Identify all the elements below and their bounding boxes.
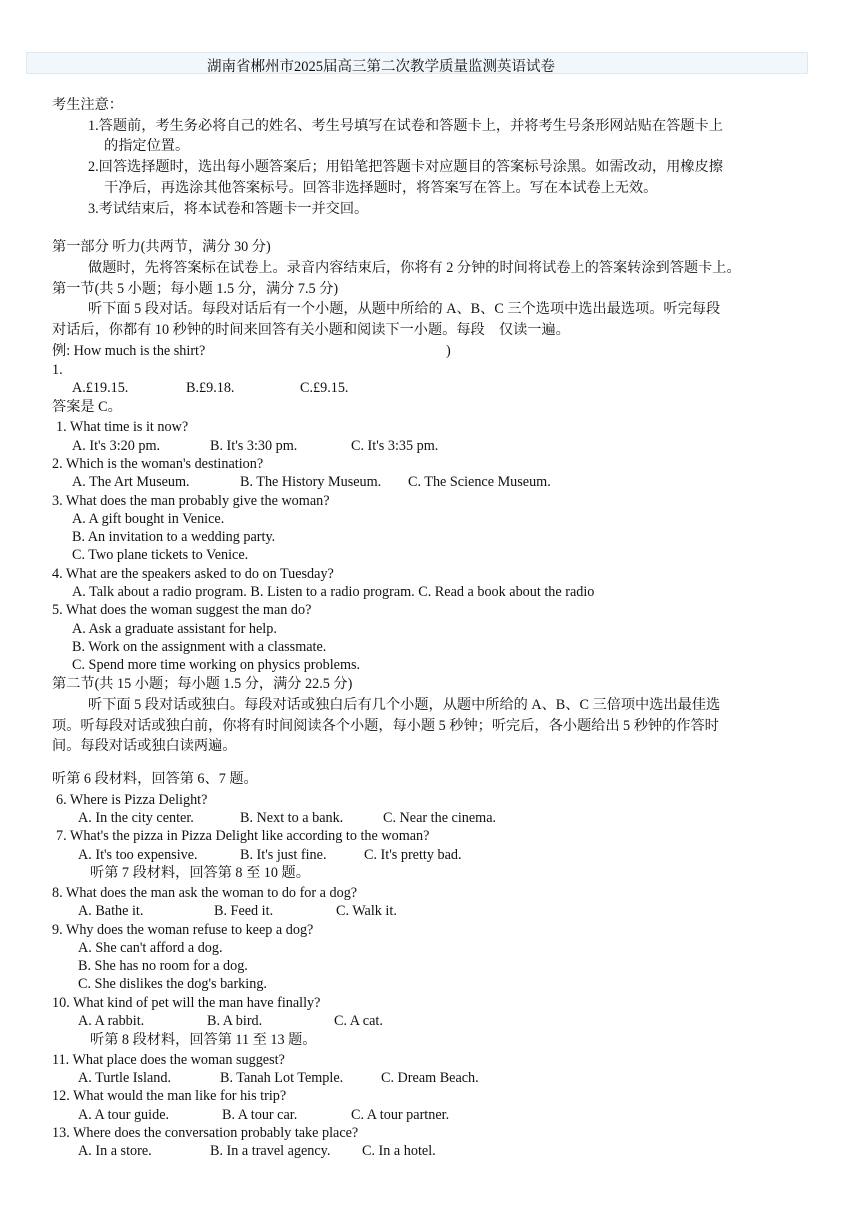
example-number: 1. [52, 362, 63, 378]
notice-item-1a: 1.答题前，考生务必将自己的姓名、考生号填写在试卷和答题卡上，并将考生号条形网站贴在答题卡上 [88, 118, 723, 134]
material-8: 听第 8 段材料，回答第 11 至 13 题。 [90, 1032, 317, 1048]
q7-option-b: B. It's just fine. [240, 847, 327, 863]
q5-option-c: C. Spend more time working on physics problems. [72, 657, 361, 673]
q11-option-c: C. Dream Beach. [381, 1070, 479, 1086]
q10-option-c: C. A cat. [334, 1013, 383, 1029]
q2-question: 2. Which is the woman's destination? [52, 456, 264, 472]
q6-question: 6. Where is Pizza Delight? [56, 792, 208, 808]
q12-question: 12. What would the man like for his trip? [52, 1088, 287, 1104]
q8-option-a: A. Bathe it. [78, 903, 144, 919]
notice-item-2a: 2.回答选择题时，选出每小题答案后；用铅笔把答题卡对应题目的答案标号涂黑。如需改动，用橡皮擦 [88, 159, 723, 175]
q8-option-c: C. Walk it. [336, 903, 397, 919]
section2-intro-a: 听下面 5 段对话或独白。每段对话或独白后有几个小题，从题中所给的 A、B、C 三倍项中选出最佳选 [88, 697, 721, 713]
q2-option-c: C. The Science Museum. [408, 474, 551, 490]
example-answer: 答案是 C。 [52, 399, 122, 415]
q8-question: 8. What does the man ask the woman to do for a dog? [52, 885, 358, 901]
q11-question: 11. What place does the woman suggest? [52, 1052, 285, 1068]
section1-heading: 第一节(共 5 小题；每小题 1.5 分，满分 7.5 分) [52, 281, 339, 297]
q12-option-c: C. A tour partner. [351, 1107, 450, 1123]
section2-heading: 第二节(共 15 小题；每小题 1.5 分，满分 22.5 分) [52, 676, 353, 692]
q2-option-a: A. The Art Museum. [72, 474, 190, 490]
q1-question: 1. What time is it now? [56, 419, 189, 435]
example-paren: ) [446, 343, 451, 359]
q11-option-a: A. Turtle Island. [78, 1070, 172, 1086]
q10-option-a: A. A rabbit. [78, 1013, 145, 1029]
q13-option-b: B. In a travel agency. [210, 1143, 331, 1159]
example-option-b: B.£9.18. [186, 380, 235, 396]
q3-option-c: C. Two plane tickets to Venice. [72, 547, 249, 563]
q4-options: A. Talk about a radio program. B. Listen to a radio program. C. Read a book about the radio [72, 584, 595, 600]
material-7: 听第 7 段材料，回答第 8 至 10 题。 [90, 865, 310, 881]
q9-question: 9. Why does the woman refuse to keep a dog? [52, 922, 314, 938]
q3-option-a: A. A gift bought in Venice. [72, 511, 225, 527]
q4-question: 4. What are the speakers asked to do on Tuesday? [52, 566, 334, 582]
q3-question: 3. What does the man probably give the woman? [52, 493, 330, 509]
q8-option-b: B. Feed it. [214, 903, 274, 919]
q2-option-b: B. The History Museum. [240, 474, 382, 490]
section1-intro-a: 听下面 5 段对话。每段对话后有一个小题，从题中所给的 A、B、C 三个选项中选出最选项。听完每段 [88, 301, 721, 317]
page-title: 湖南省郴州市2025届高三第二次教学质量监测英语试卷 [207, 59, 555, 75]
q13-option-a: A. In a store. [78, 1143, 152, 1159]
q7-option-c: C. It's pretty bad. [364, 847, 462, 863]
section2-intro-b: 项。听每段对话或独白前，你将有时间阅读各个小题，每小题 5 秒钟；听完后，各小题给出 5 秒钟的作答时 [52, 718, 719, 734]
q7-question: 7. What's the pizza in Pizza Delight like according to the woman? [56, 828, 430, 844]
q10-question: 10. What kind of pet will the man have finally? [52, 995, 321, 1011]
q6-option-b: B. Next to a bank. [240, 810, 344, 826]
q12-option-b: B. A tour car. [222, 1107, 298, 1123]
q10-option-b: B. A bird. [207, 1013, 263, 1029]
q1-option-a: A. It's 3:20 pm. [72, 438, 161, 454]
part1-heading: 第一部分 听力(共两节，满分 30 分) [52, 239, 271, 255]
notice-heading: 考生注意： [52, 97, 123, 113]
q5-option-b: B. Work on the assignment with a classmate. [72, 639, 327, 655]
q6-option-c: C. Near the cinema. [383, 810, 497, 826]
example-option-a: A.£19.15. [72, 380, 129, 396]
q5-option-a: A. Ask a graduate assistant for help. [72, 621, 277, 637]
q3-option-b: B. An invitation to a wedding party. [72, 529, 276, 545]
q9-option-b: B. She has no room for a dog. [78, 958, 248, 974]
q6-option-a: A. In the city center. [78, 810, 194, 826]
title-bar [26, 52, 808, 74]
notice-item-3: 3.考试结束后，将本试卷和答题卡一并交回。 [88, 201, 369, 217]
q13-option-c: C. In a hotel. [362, 1143, 436, 1159]
q1-option-b: B. It's 3:30 pm. [210, 438, 298, 454]
notice-item-2b: 干净后，再选涂其他答案标号。回答非选择题时，将答案写在答上。写在本试卷上无效。 [104, 180, 658, 196]
q9-option-c: C. She dislikes the dog's barking. [78, 976, 267, 992]
q1-option-c: C. It's 3:35 pm. [351, 438, 439, 454]
q9-option-a: A. She can't afford a dog. [78, 940, 223, 956]
q7-option-a: A. It's too expensive. [78, 847, 198, 863]
example-question: 例: How much is the shirt? [52, 343, 206, 359]
q11-option-b: B. Tanah Lot Temple. [220, 1070, 344, 1086]
q13-question: 13. Where does the conversation probably take place? [52, 1125, 359, 1141]
section2-intro-c: 间。每段对话或独白读两遍。 [52, 738, 237, 754]
q5-question: 5. What does the woman suggest the man do? [52, 602, 312, 618]
notice-item-1b: 的指定位置。 [104, 138, 190, 154]
material-6: 听第 6 段材料，回答第 6、7 题。 [52, 771, 258, 787]
example-option-c: C.£9.15. [300, 380, 349, 396]
section1-intro-b: 对话后，你都有 10 秒钟的时间来回答有关小题和阅读下一小题。每段 仅读一遍。 [52, 322, 570, 338]
part1-intro: 做题时，先将答案标在试卷上。录音内容结束后，你将有 2 分钟的时间将试卷上的答案转涂到答题卡上。 [88, 260, 741, 276]
q12-option-a: A. A tour guide. [78, 1107, 170, 1123]
